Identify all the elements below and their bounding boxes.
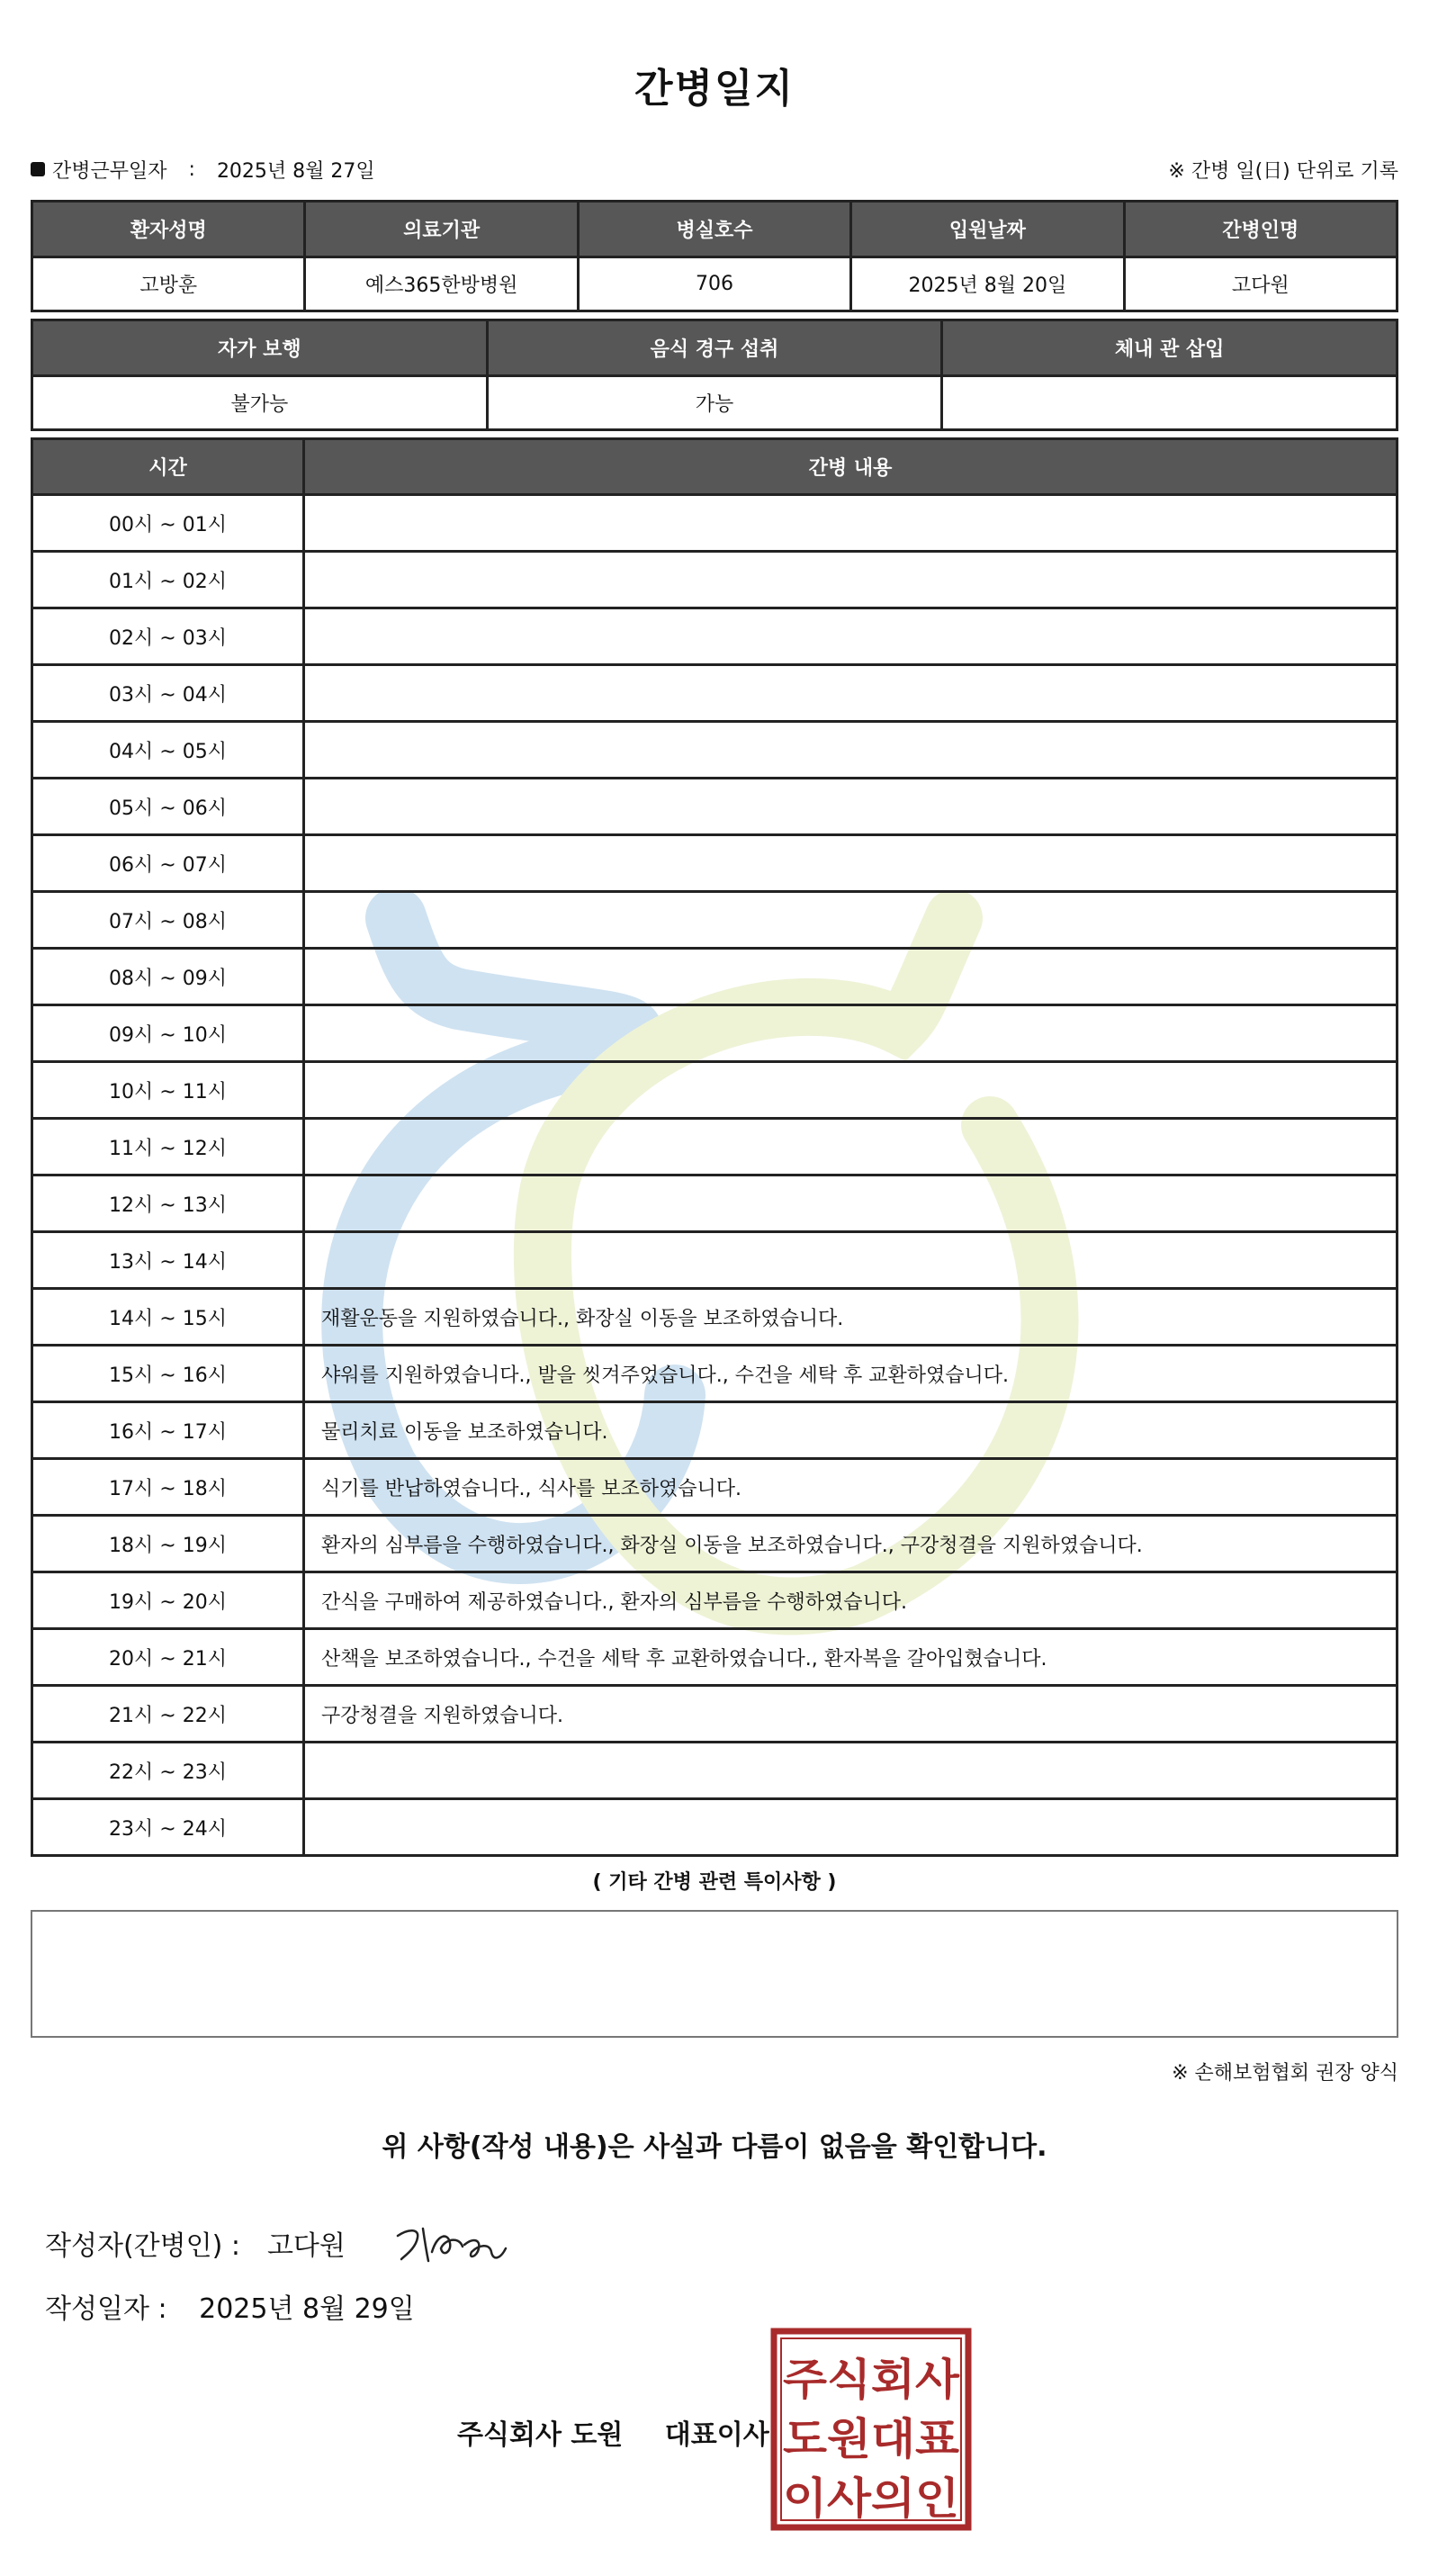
log-content-cell (304, 665, 1398, 722)
header-patient-name: 환자성명 (32, 202, 305, 257)
patient-header-row (32, 202, 1398, 257)
remarks-title: ( 기타 간병 관련 특이사항 ) (592, 1871, 837, 1894)
log-row (32, 1402, 1398, 1459)
header-hospital: 의료기관 (305, 202, 578, 257)
writer-name: 고다원 (266, 2230, 346, 2262)
log-row (32, 1289, 1398, 1346)
log-row (32, 1119, 1398, 1175)
log-row (32, 1005, 1398, 1062)
meta-row (31, 155, 1398, 184)
log-content-cell (304, 1005, 1398, 1062)
page-title: 간병일지 (634, 66, 795, 112)
log-content-cell (304, 1175, 1398, 1232)
log-content-cell (304, 1799, 1398, 1856)
care-log-table (31, 437, 1398, 1857)
log-row (32, 665, 1398, 722)
value-patient-name: 고방훈 (32, 257, 305, 311)
work-date-separator: : (188, 158, 195, 181)
log-time-cell: 05시 ~ 06시 (32, 779, 304, 835)
log-time-cell: 06시 ~ 07시 (32, 835, 304, 892)
log-row (32, 892, 1398, 949)
value-oral-intake: 가능 (487, 376, 942, 430)
value-tube-insertion (942, 376, 1398, 430)
log-time-cell: 04시 ~ 05시 (32, 722, 304, 779)
value-self-walking: 불가능 (32, 376, 488, 430)
value-room: 706 (578, 257, 850, 311)
seal-line: 이사의인 (783, 2473, 959, 2524)
unit-note: ※ 간병 일(日) 단위로 기록 (1168, 159, 1398, 183)
log-row (32, 1062, 1398, 1119)
log-content-cell: 물리치료 이동을 보조하였습니다. (304, 1402, 1398, 1459)
company-row (457, 2412, 769, 2452)
status-value-row (32, 376, 1398, 430)
work-date (31, 156, 375, 184)
log-content-cell (304, 892, 1398, 949)
log-content-cell (304, 722, 1398, 779)
log-content-cell (304, 1743, 1398, 1799)
log-time-cell: 17시 ~ 18시 (32, 1459, 304, 1516)
log-time-cell: 21시 ~ 22시 (32, 1686, 304, 1743)
value-hospital: 예스365한방병원 (305, 257, 578, 311)
status-header-row (32, 320, 1398, 376)
log-row (32, 608, 1398, 665)
log-content-cell (304, 495, 1398, 552)
remarks-box (31, 1910, 1398, 2038)
written-date-row (45, 2286, 415, 2326)
log-content-cell: 환자의 심부름을 수행하였습니다., 화장실 이동을 보조하였습니다., 구강청결을 지원하였습니다. (304, 1516, 1398, 1572)
writer-label: 작성자(간병인) : (45, 2230, 240, 2262)
patient-status-table (31, 319, 1398, 431)
log-row (32, 1686, 1398, 1743)
log-content-cell: 구강청결을 지원하였습니다. (304, 1686, 1398, 1743)
log-row (32, 1799, 1398, 1856)
log-row (32, 1459, 1398, 1516)
log-time-cell: 14시 ~ 15시 (32, 1289, 304, 1346)
log-time-cell: 12시 ~ 13시 (32, 1175, 304, 1232)
patient-info-table (31, 200, 1398, 312)
log-content-cell: 샤워를 지원하였습니다., 발을 씻겨주었습니다., 수건을 세탁 후 교환하였습니다. (304, 1346, 1398, 1402)
seal-text (783, 2355, 960, 2524)
bullet-icon (31, 162, 45, 176)
log-content-cell (304, 552, 1398, 608)
work-date-value: 2025년 8월 27일 (216, 159, 375, 183)
header-caregiver-name: 간병인명 (1124, 202, 1397, 257)
log-row (32, 835, 1398, 892)
log-time-cell: 10시 ~ 11시 (32, 1062, 304, 1119)
log-content-cell (304, 1062, 1398, 1119)
log-content-cell (304, 835, 1398, 892)
seal-line: 도원대표 (783, 2414, 960, 2464)
log-row (32, 722, 1398, 779)
log-time-cell: 03시 ~ 04시 (32, 665, 304, 722)
seal-line: 주식회사 (783, 2355, 960, 2405)
log-time-cell: 20시 ~ 21시 (32, 1629, 304, 1686)
log-row (32, 1743, 1398, 1799)
log-content-cell (304, 1119, 1398, 1175)
log-body (32, 495, 1398, 1856)
header-time: 시간 (32, 439, 304, 495)
log-content-cell (304, 1232, 1398, 1289)
log-content-cell: 간식을 구매하여 제공하였습니다., 환자의 심부름을 수행하였습니다. (304, 1572, 1398, 1629)
header-self-walking: 자가 보행 (32, 320, 488, 376)
handwritten-signature (391, 2216, 517, 2270)
log-time-cell: 02시 ~ 03시 (32, 608, 304, 665)
value-caregiver-name: 고다원 (1124, 257, 1397, 311)
written-date-label: 작성일자 : (45, 2293, 167, 2325)
patient-value-row (32, 257, 1398, 311)
value-admission-date: 2025년 8월 20일 (851, 257, 1124, 311)
log-header-row (32, 439, 1398, 495)
company-name: 주식회사 도원 (457, 2419, 624, 2451)
log-row (32, 1175, 1398, 1232)
log-time-cell: 13시 ~ 14시 (32, 1232, 304, 1289)
company-seal (770, 2328, 972, 2531)
log-time-cell: 01시 ~ 02시 (32, 552, 304, 608)
log-row (32, 1572, 1398, 1629)
work-date-label: 간병근무일자 (52, 159, 167, 183)
log-row (32, 1629, 1398, 1686)
header-tube-insertion: 체내 관 삽입 (942, 320, 1398, 376)
header-room: 병실호수 (578, 202, 850, 257)
log-content-cell (304, 608, 1398, 665)
log-row (32, 552, 1398, 608)
log-time-cell: 15시 ~ 16시 (32, 1346, 304, 1402)
writer-row (45, 2216, 517, 2270)
log-time-cell: 07시 ~ 08시 (32, 892, 304, 949)
company-role: 대표이사 (664, 2419, 769, 2451)
log-content-cell (304, 779, 1398, 835)
log-time-cell: 11시 ~ 12시 (32, 1119, 304, 1175)
confirmation-statement: 위 사항(작성 내용)은 사실과 다름이 없음을 확인합니다. (382, 2131, 1047, 2163)
log-content-cell: 산책을 보조하였습니다., 수건을 세탁 후 교환하였습니다., 환자복을 갈아입혔습니다. (304, 1629, 1398, 1686)
header-admission-date: 입원날짜 (851, 202, 1124, 257)
log-row (32, 949, 1398, 1005)
log-time-cell: 16시 ~ 17시 (32, 1402, 304, 1459)
header-care-content: 간병 내용 (304, 439, 1398, 495)
log-content-cell: 재활운동을 지원하였습니다., 화장실 이동을 보조하였습니다. (304, 1289, 1398, 1346)
log-time-cell: 00시 ~ 01시 (32, 495, 304, 552)
log-time-cell: 08시 ~ 09시 (32, 949, 304, 1005)
log-time-cell: 18시 ~ 19시 (32, 1516, 304, 1572)
log-time-cell: 09시 ~ 10시 (32, 1005, 304, 1062)
header-oral-intake: 음식 경구 섭취 (487, 320, 942, 376)
log-time-cell: 22시 ~ 23시 (32, 1743, 304, 1799)
log-time-cell: 19시 ~ 20시 (32, 1572, 304, 1629)
log-row (32, 779, 1398, 835)
log-content-cell (304, 949, 1398, 1005)
log-row (32, 1232, 1398, 1289)
log-row (32, 1516, 1398, 1572)
written-date-value: 2025년 8월 29일 (199, 2293, 415, 2325)
recommend-note: ※ 손해보험협회 권장 양식 (1172, 2062, 1398, 2085)
log-row (32, 1346, 1398, 1402)
log-time-cell: 23시 ~ 24시 (32, 1799, 304, 1856)
log-row (32, 495, 1398, 552)
log-content-cell: 식기를 반납하였습니다., 식사를 보조하였습니다. (304, 1459, 1398, 1516)
